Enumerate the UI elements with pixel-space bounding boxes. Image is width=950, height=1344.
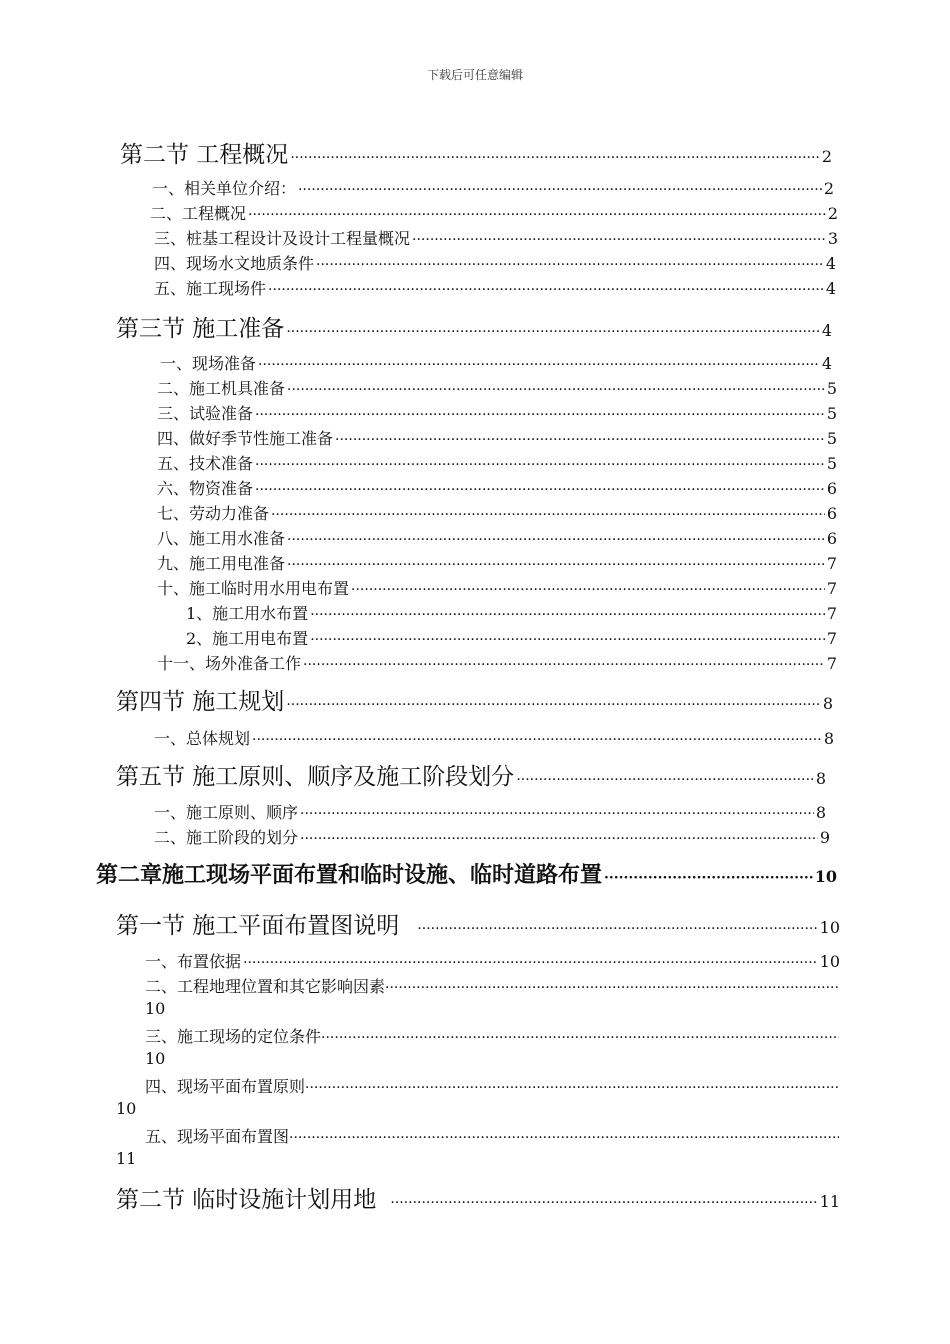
toc-page-number: 8 [823,729,834,748]
toc-label: 第五节 施工原则、顺序及施工阶段划分 [116,764,515,790]
dot-leader [303,657,825,673]
toc-label: 一、总体规划 [154,729,251,748]
toc-label: 四、现场平面布置原则 [145,1077,306,1096]
toc-label: 第二节 临时设施计划用地 [116,1187,377,1213]
dot-leader [321,1030,839,1046]
toc-page-number: 6 [826,504,837,523]
toc-page-number: 10 [814,867,837,886]
toc-label: 第二章施工现场平面布置和临时设施、临时道路布置 [96,862,603,888]
toc-page-number: 7 [826,579,837,598]
dot-leader [286,697,821,713]
dot-leader [310,632,825,648]
toc-label: 一、布置依据 [145,952,242,971]
toc-label: 第三节 施工准备 [116,316,285,342]
toc-label: 一、现场准备 [160,354,257,373]
toc-label: 六、物资准备 [157,479,254,498]
toc-page-number: 10 [145,999,166,1018]
toc-item-wrapped[interactable] [145,1024,839,1047]
dot-leader [287,557,825,573]
toc-label: 二、工程地理位置和其它影响因素 [145,977,386,996]
toc-label: 三、试验准备 [157,404,254,423]
toc-page-number: 7 [826,604,837,623]
dot-leader [289,1130,839,1146]
dot-leader [351,582,825,598]
toc-page-number: 5 [826,404,837,423]
toc-item[interactable] [154,800,826,823]
toc-page-number: 10 [145,1049,166,1068]
toc-item[interactable] [152,176,834,199]
dot-leader [248,207,826,223]
toc-label: 五、技术准备 [157,454,254,473]
toc-item[interactable] [157,426,837,449]
dot-leader [255,482,825,498]
toc-label: 七、劳动力准备 [157,504,270,523]
dot-leader [271,507,825,523]
toc-item[interactable] [154,251,836,274]
dot-leader [252,732,822,748]
toc-item-wrapped[interactable] [145,974,839,997]
dot-leader [316,257,824,273]
dot-leader [300,831,818,847]
toc-item[interactable] [157,576,837,599]
toc-item[interactable] [154,825,830,848]
toc-page-number: 5 [826,379,837,398]
toc-page-number: 3 [827,229,838,248]
toc-label: 八、施工用水准备 [157,529,286,548]
toc-item[interactable] [157,376,837,399]
toc-page-number: 10 [819,918,840,937]
dot-leader [390,1195,817,1211]
toc-ch2-section-1[interactable] [116,907,840,940]
dot-leader [243,955,818,971]
toc-page-number: 7 [826,554,837,573]
toc-label: 二、施工阶段的划分 [154,828,299,847]
dot-leader [258,357,820,373]
dot-leader [516,772,814,788]
toc-item[interactable] [157,451,837,474]
toc-page-number: 7 [826,629,837,648]
dot-leader [412,232,826,248]
toc-item[interactable] [154,226,838,249]
toc-label: 2、施工用电布置 [186,629,309,648]
toc-label: 三、施工现场的定位条件 [145,1027,322,1046]
toc-page-number: 7 [826,654,837,673]
dot-leader [268,282,824,298]
toc-label: 四、做好季节性施工准备 [157,429,334,448]
toc-page-number: 11 [116,1149,137,1168]
toc-item[interactable] [157,501,837,524]
dot-leader [604,870,813,886]
toc-page-number: 10 [819,952,840,971]
toc-item[interactable] [157,551,837,574]
toc-section-2[interactable] [120,136,832,169]
dot-leader [287,382,825,398]
toc-section-5[interactable] [116,758,826,791]
toc-section-3[interactable] [116,310,832,343]
toc-label: 二、工程概况 [150,204,247,223]
toc-ch2-section-2[interactable] [116,1181,840,1214]
dot-leader [298,182,822,198]
toc-label: 十、施工临时用水用电布置 [157,579,350,598]
toc-page-number: 9 [819,828,830,847]
toc-subitem[interactable] [186,626,837,649]
toc-page-number: 4 [821,321,832,340]
dot-leader [287,532,825,548]
dot-leader [300,806,814,822]
toc-label: 一、相关单位介绍： [152,179,297,198]
toc-page-number: 5 [826,429,837,448]
toc-label: 二、施工机具准备 [157,379,286,398]
toc-label: 四、现场水文地质条件 [154,254,315,273]
toc-chapter-2[interactable] [96,858,837,889]
toc-page-number: 11 [819,1192,840,1211]
toc-item[interactable] [150,201,838,224]
toc-page-number: 8 [815,803,826,822]
toc-label: 第二节 工程概况 [120,142,289,168]
toc-section-4[interactable] [116,683,833,716]
dot-leader [255,407,825,423]
toc-page-number: 6 [826,529,837,548]
toc-item-wrapped[interactable] [145,1074,839,1097]
toc-item[interactable] [157,476,837,499]
toc-item-wrapped[interactable] [145,1124,839,1147]
page-header: 下载后可任意编辑 [426,68,523,82]
toc-item[interactable] [160,351,832,374]
toc-page-number: 4 [821,354,832,373]
toc-item[interactable] [157,651,837,674]
dot-leader [385,980,839,996]
dot-leader [286,324,820,340]
toc-item[interactable] [157,401,837,424]
toc-label: 三、桩基工程设计及设计工程量概况 [154,229,411,248]
toc-page-number: 8 [815,769,826,788]
toc-page-number: 4 [825,279,836,298]
dot-leader [310,607,825,623]
dot-leader [255,457,825,473]
toc-item[interactable] [145,949,840,972]
toc-label: 五、施工现场件 [154,279,267,298]
toc-page-number: 6 [826,479,837,498]
toc-page-number: 2 [821,147,832,166]
toc-page-number: 8 [822,694,833,713]
toc-label: 五、现场平面布置图 [145,1127,290,1146]
dot-leader [417,921,817,937]
toc-label: 十一、场外准备工作 [157,654,302,673]
toc-page-number: 5 [826,454,837,473]
toc-page-number: 2 [827,204,838,223]
dot-leader [290,150,820,166]
toc-label: 九、施工用电准备 [157,554,286,573]
toc-label: 1、施工用水布置 [186,604,309,623]
dot-leader [335,432,825,448]
toc-label: 第四节 施工规划 [116,689,285,715]
toc-page-number: 2 [823,179,834,198]
toc-item[interactable] [157,526,837,549]
toc-label: 一、施工原则、顺序 [154,803,299,822]
toc-item[interactable] [154,726,834,749]
toc-subitem[interactable] [186,601,837,624]
toc-label: 第一节 施工平面布置图说明 [116,913,400,939]
dot-leader [305,1080,839,1096]
toc-page-number: 10 [116,1099,137,1118]
toc-page-number: 4 [825,254,836,273]
toc-item[interactable] [154,276,836,299]
